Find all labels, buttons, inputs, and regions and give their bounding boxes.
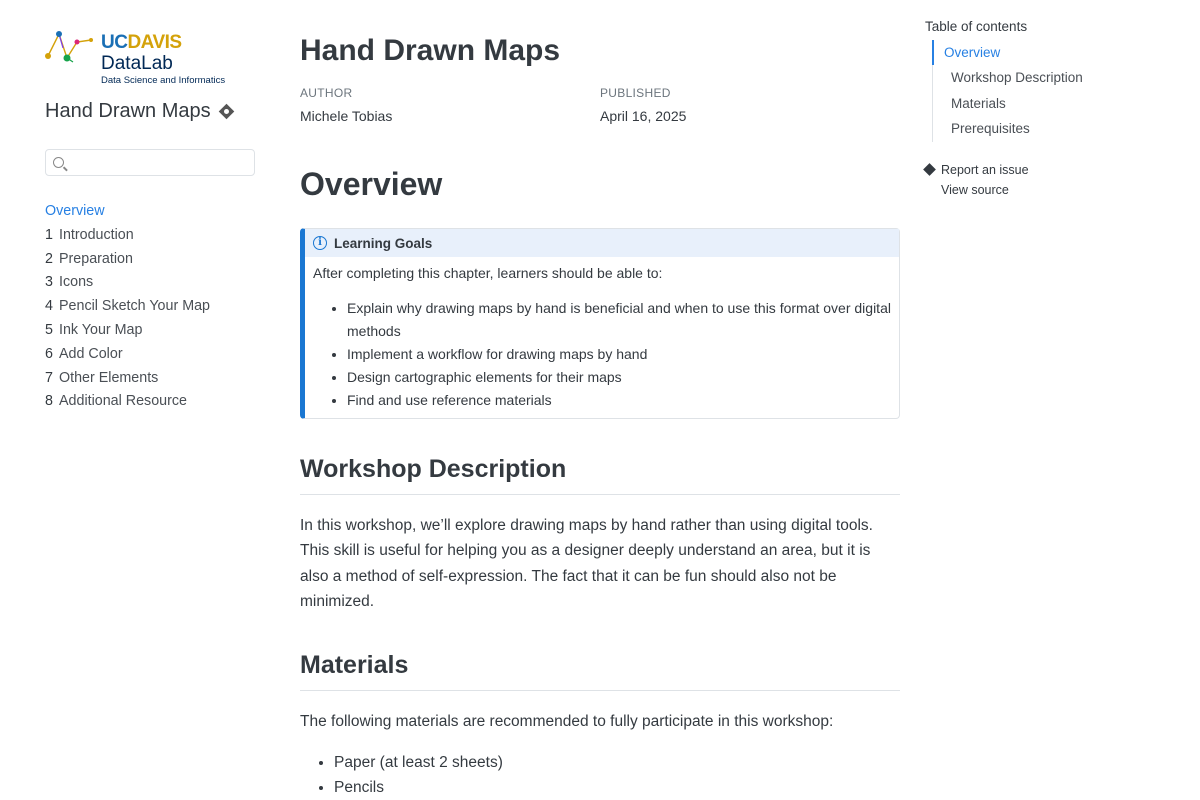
datalab-network-icon xyxy=(45,28,93,68)
chapter-label: Icons xyxy=(59,274,94,291)
sidebar-item-preparation[interactable] xyxy=(45,248,260,272)
callout-body xyxy=(305,257,899,418)
author-label: AUTHOR xyxy=(300,86,353,100)
logo-uc: UC xyxy=(101,32,128,53)
chapter-number: 6 xyxy=(45,345,53,362)
chapter-number: 7 xyxy=(45,369,53,386)
sidebar-item-additional-resource[interactable] xyxy=(45,390,260,414)
list-item: • Design cartographic elements for their maps xyxy=(347,366,891,389)
chapter-number: 4 xyxy=(45,298,53,315)
materials-intro: The following materials are recommended to fully participate in this workshop: xyxy=(300,712,834,730)
chapter-label: Ink Your Map xyxy=(59,321,143,338)
chapter-label: Preparation xyxy=(59,250,133,267)
sidebar-item-pencil-sketch[interactable] xyxy=(45,295,260,319)
logo-tagline: Data Science and Informatics xyxy=(101,75,226,86)
workshop-description-heading: Workshop Description xyxy=(300,455,900,495)
book-title[interactable]: Hand Drawn Maps xyxy=(45,100,211,122)
sidebar-item-introduction[interactable] xyxy=(45,224,260,248)
datalab-logo[interactable] xyxy=(45,28,260,92)
learning-goals-callout xyxy=(300,228,900,419)
toc-item-prerequisites[interactable]: Prerequisites xyxy=(951,121,1030,137)
list-item: • Pencils xyxy=(334,775,900,800)
chapter-label: Introduction xyxy=(59,226,134,243)
materials-list xyxy=(300,750,900,800)
page-title: Hand Drawn Maps xyxy=(300,34,561,67)
search-icon xyxy=(53,157,64,168)
chapter-label: Overview xyxy=(45,203,105,219)
sidebar-item-other-elements[interactable] xyxy=(45,367,260,391)
chapter-number: 8 xyxy=(45,393,53,410)
toc-title: Table of contents xyxy=(925,19,1028,34)
list-item: • Explain why drawing maps by hand is beneficial and when to use this format over digital methods xyxy=(347,297,891,343)
callout-intro: After completing this chapter, learners should be able to: xyxy=(313,265,663,281)
git-repo-icon[interactable] xyxy=(218,104,234,120)
sidebar-item-ink-your-map[interactable] xyxy=(45,319,260,343)
search-box[interactable] xyxy=(45,149,255,176)
info-icon: i xyxy=(313,236,327,250)
materials-heading: Materials xyxy=(300,651,900,691)
learning-goals-list xyxy=(313,297,891,412)
report-issue-label: Report an issue xyxy=(941,162,1029,177)
view-source-link[interactable] xyxy=(925,180,1185,200)
published-date: April 16, 2025 xyxy=(600,108,687,124)
search-input[interactable] xyxy=(70,154,254,171)
chapter-label: Add Color xyxy=(59,345,123,362)
toc-item-overview[interactable]: Overview xyxy=(932,40,1185,65)
chapter-label: Additional Resource xyxy=(59,393,187,410)
overview-heading: Overview xyxy=(300,166,443,202)
logo-davis: DAVIS xyxy=(127,32,182,53)
git-icon xyxy=(923,163,936,176)
toc-list xyxy=(932,40,1185,142)
workshop-description-text: In this workshop, we’ll explore drawing maps by hand rather than using digital tools. This skill is useful for helping you as a designer deeply understand an area, but it is also a method of self-expression. The fact that it can be fun should also not be minimized. xyxy=(300,517,873,611)
main-content xyxy=(300,28,900,800)
report-issue-link[interactable] xyxy=(925,160,1185,180)
chapter-list xyxy=(45,200,260,414)
sidebar xyxy=(45,28,260,414)
sidebar-item-icons[interactable] xyxy=(45,271,260,295)
sidebar-item-add-color[interactable] xyxy=(45,343,260,367)
book-title-row xyxy=(45,100,260,123)
logo-datalab: DataLab xyxy=(101,53,173,74)
view-source-label: View source xyxy=(941,182,1009,197)
chapter-number: 3 xyxy=(45,274,53,291)
list-item: • Find and use reference materials xyxy=(347,389,891,412)
sidebar-item-overview[interactable] xyxy=(45,200,260,224)
published-label: PUBLISHED xyxy=(600,86,671,100)
chapter-number: 1 xyxy=(45,226,53,243)
author-block xyxy=(300,86,600,124)
callout-title: Learning Goals xyxy=(334,235,433,251)
chapter-label: Other Elements xyxy=(59,369,159,386)
title-meta xyxy=(300,86,900,124)
chapter-number: 2 xyxy=(45,250,53,267)
table-of-contents xyxy=(925,19,1185,200)
callout-header xyxy=(305,229,899,257)
list-item: • Paper (at least 2 sheets) xyxy=(334,750,900,775)
toc-item-workshop-description[interactable]: Workshop Description xyxy=(951,70,1083,86)
list-item: • Implement a workflow for drawing maps by hand xyxy=(347,343,891,366)
chapter-label: Pencil Sketch Your Map xyxy=(59,298,211,315)
author-name: Michele Tobias xyxy=(300,108,393,124)
published-block xyxy=(600,86,900,124)
chapter-number: 5 xyxy=(45,321,53,338)
toc-actions xyxy=(925,160,1185,200)
toc-item-materials[interactable]: Materials xyxy=(951,95,1006,111)
